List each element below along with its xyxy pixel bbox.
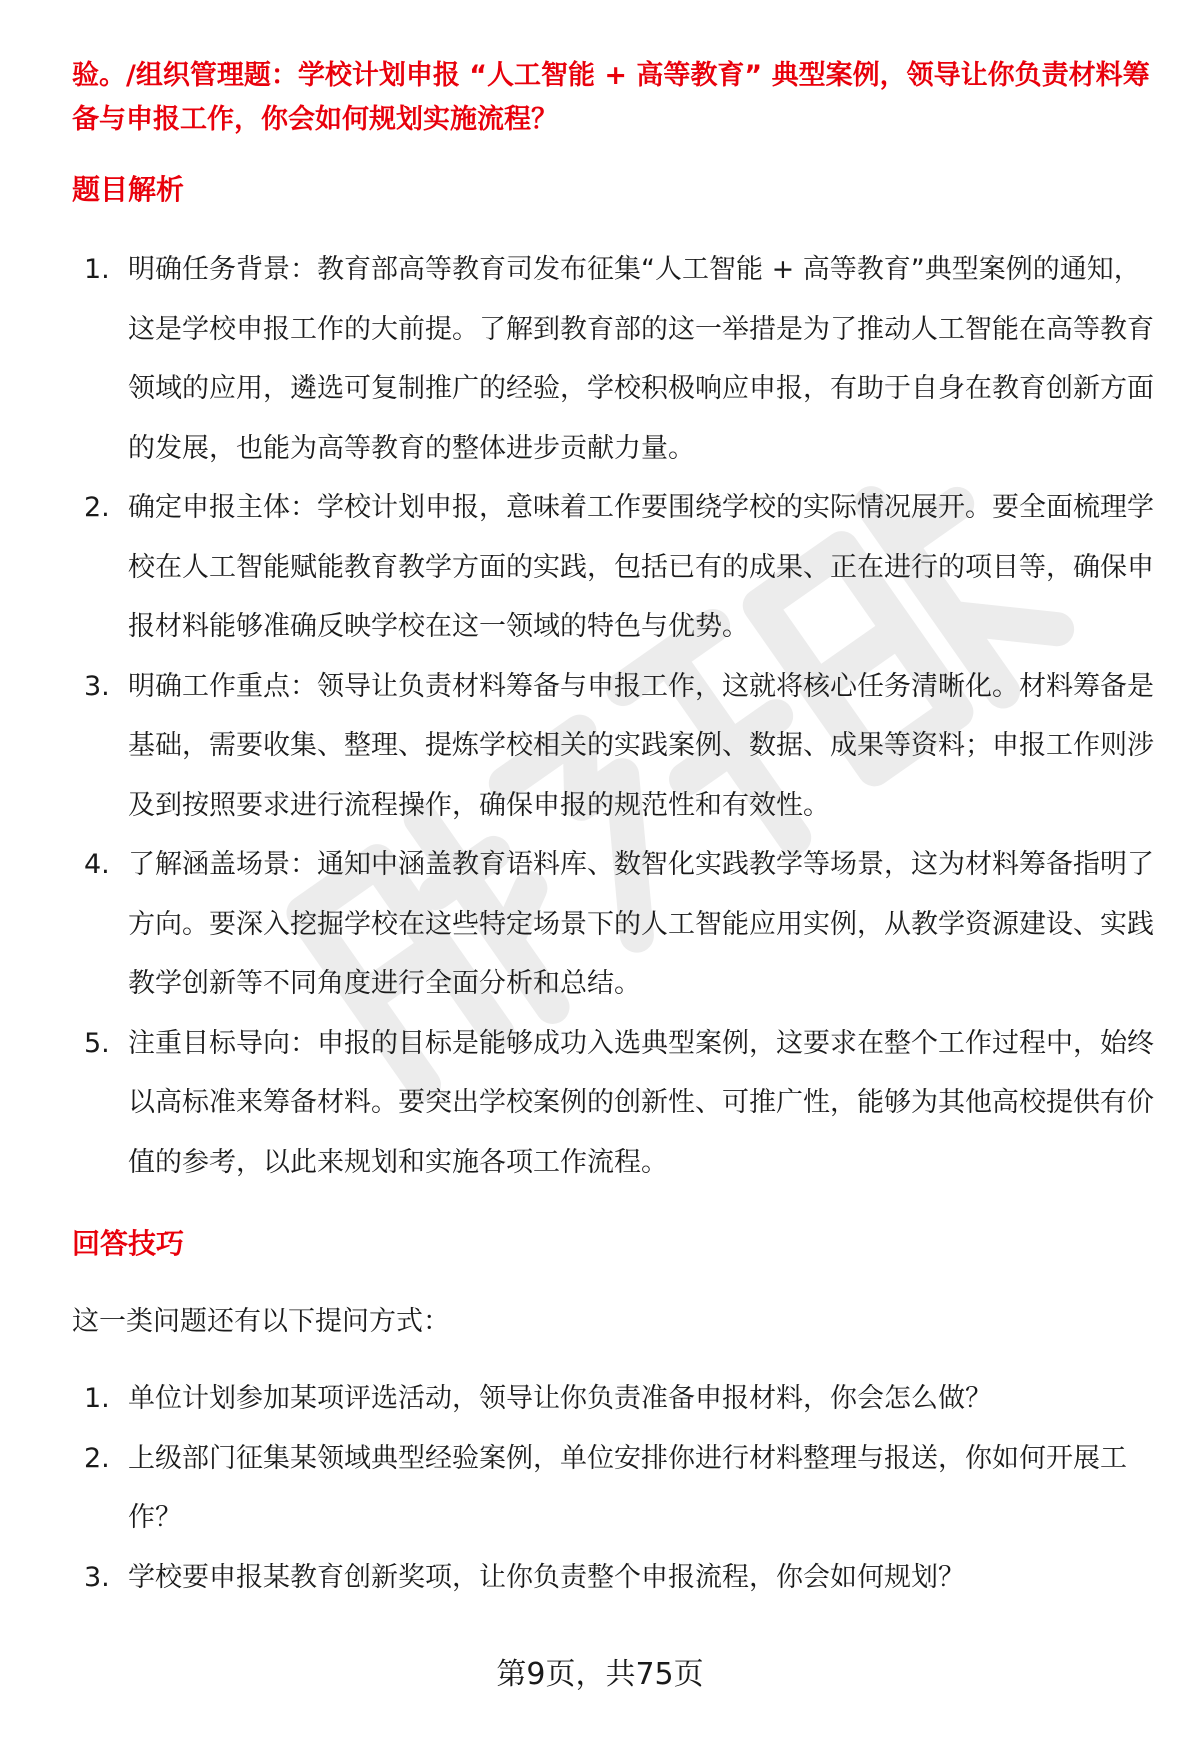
item-text: 单位计划参加某项评选活动，领导让你负责准备申报材料，你会怎么做？ xyxy=(128,1383,992,1414)
page-footer: 第9页，共75页 xyxy=(496,1657,704,1692)
tips-item xyxy=(72,1429,1162,1548)
item-number: 3. xyxy=(84,1561,110,1593)
item-text: 明确任务背景：教育部高等教育司发布征集“人工智能 + 高等教育”典型案例的通知，这是学校申报工作的大前提。了解到教育部的这一举措是为了推动人工智能在高等教育领域的应用，遴选可复制推广的经验，学校积极响应申报，有助于自身在教育创新方面的发展，也能为高等教育的整体进步贡献力量。 xyxy=(128,254,1154,464)
content-area xyxy=(72,54,1162,1607)
analysis-heading: 题目解析 xyxy=(72,173,185,206)
item-text: 注重目标导向：申报的目标是能够成功入选典型案例，这要求在整个工作过程中，始终以高标准来筹备材料。要突出学校案例的创新性、可推广性，能够为其他高校提供有价值的参考，以此来规划和实施各项工作流程。 xyxy=(128,1027,1154,1178)
tips-section xyxy=(72,1224,1162,1607)
tips-intro: 这一类问题还有以下提问方式： xyxy=(72,1306,450,1337)
analysis-item xyxy=(72,478,1162,657)
tips-list xyxy=(72,1369,1162,1607)
item-text: 了解涵盖场景：通知中涵盖教育语料库、数智化实践教学等场景，这为材料筹备指明了方向。要深入挖掘学校在这些特定场景下的人工智能应用实例，从教学资源建设、实践教学创新等不同角度进行全面分析和总结。 xyxy=(128,849,1154,999)
item-number: 4. xyxy=(84,849,110,880)
item-number: 2. xyxy=(84,492,110,523)
question-title: 验。/组织管理题：学校计划申报 “人工智能 + 高等教育” 典型案例，领导让你负责材料筹备与申报工作，你会如何规划实施流程？ xyxy=(72,60,1150,135)
tips-item xyxy=(72,1369,1162,1429)
item-number: 3. xyxy=(84,670,110,702)
analysis-item xyxy=(72,1014,1162,1193)
tips-heading: 回答技巧 xyxy=(72,1227,185,1260)
analysis-item xyxy=(72,835,1162,1014)
tips-item xyxy=(72,1548,1162,1608)
item-text: 学校要申报某教育创新奖项，让你负责整个申报流程，你会如何规划？ xyxy=(128,1561,965,1593)
item-number: 1. xyxy=(84,254,110,285)
analysis-item xyxy=(72,657,1162,836)
item-number: 2. xyxy=(84,1442,110,1474)
item-text: 确定申报主体：学校计划申报，意味着工作要围绕学校的实际情况展开。要全面梳理学校在人工智能赋能教育教学方面的实践，包括已有的成果、正在进行的项目等，确保申报材料能够准确反映学校在这一领域的特色与优势。 xyxy=(128,492,1154,642)
analysis-section xyxy=(72,170,1162,1192)
analysis-list xyxy=(72,240,1162,1192)
item-text: 明确工作重点：领导让负责材料筹备与申报工作，这就将核心任务清晰化。材料筹备是基础，需要收集、整理、提炼学校相关的实践案例、数据、成果等资料；申报工作则涉及到按照要求进行流程操作，确保申报的规范性和有效性。 xyxy=(128,670,1154,821)
item-number: 5. xyxy=(84,1027,110,1059)
item-text: 上级部门征集某领域典型经验案例，单位安排你进行材料整理与报送，你如何开展工作？ xyxy=(128,1442,1127,1533)
analysis-item xyxy=(72,240,1162,478)
item-number: 1. xyxy=(84,1383,110,1414)
